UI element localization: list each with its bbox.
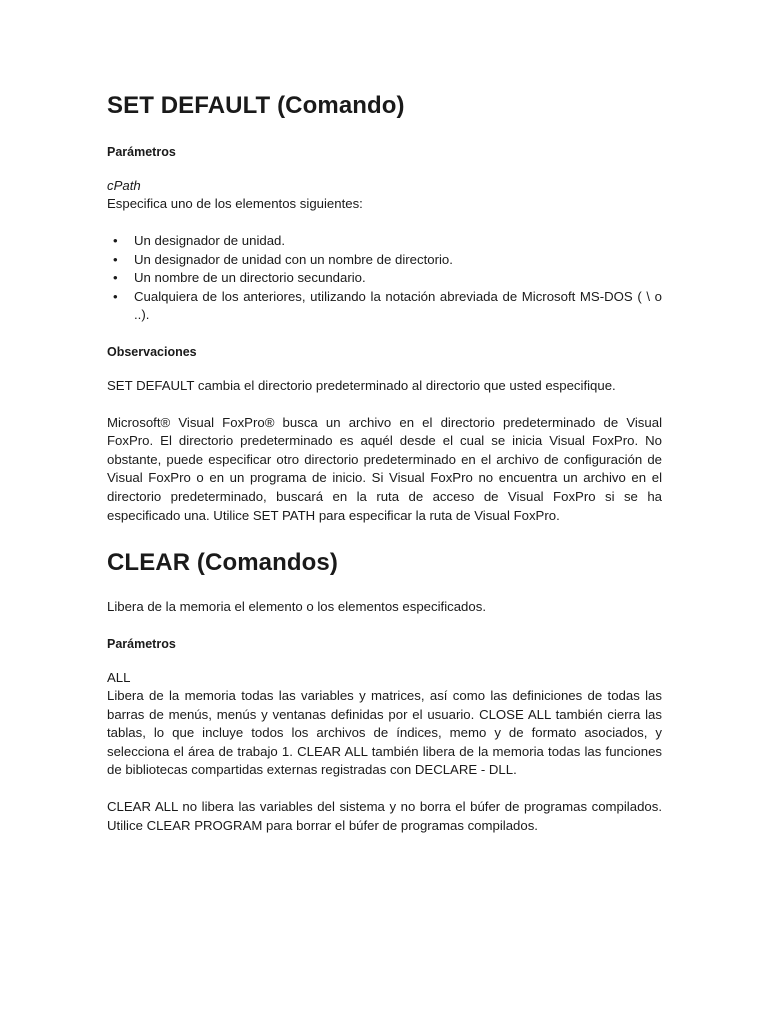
parameter-options-list (107, 232, 662, 325)
list-item: • Cualquiera de los anteriores, utilizando la notación abreviada de Microsoft MS-DOS ( \ o ..). (107, 288, 662, 325)
list-item: • Un designador de unidad. (107, 232, 662, 251)
parameter-name: cPath (107, 177, 141, 193)
observations-heading: Observaciones (107, 344, 197, 359)
note-paragraph: CLEAR ALL no libera las variables del sistema y no borra el búfer de programas compilados. Utilice CLEAR PROGRAM para borrar el búfer de programas compilados. (107, 799, 662, 833)
section-title-set-default: SET DEFAULT (Comando) (107, 92, 405, 119)
parameter-name: ALL (107, 669, 131, 685)
parameters-heading: Parámetros (107, 144, 176, 159)
observations-paragraph: SET DEFAULT cambia el directorio predeterminado al directorio que usted especifique. (107, 377, 616, 393)
section-intro: Libera de la memoria el elemento o los elementos especificados. (107, 598, 486, 614)
parameter-description: Libera de la memoria todas las variables y matrices, así como las definiciones de todas las barras de menús, menús y ventanas definidas por el usuario. CLOSE ALL también cierra las tablas, lo que incluye todos los archivos de índices, memo y de formato asociados, y selecciona el área de trabajo 1. CLEAR ALL también libera de la memoria todas las funciones de bibliotecas compartidas externas registradas con DECLARE - DLL. (107, 688, 662, 778)
parameter-description: Especifica uno de los elementos siguientes: (107, 196, 363, 212)
observations-paragraph: Microsoft® Visual FoxPro® busca un archivo en el directorio predeterminado de Visual FoxPro. El directorio predeterminado es aquél desde el cual se inicia Visual FoxPro. No obstante, puede especificar otro directorio predeterminado en el archivo de configuración de Visual FoxPro o en un programa de inicio. Si Visual FoxPro no encuentra un archivo en el directorio predeterminado, buscará en la ruta de acceso de Visual FoxPro si se ha especificado una. Utilice SET PATH para especificar la ruta de Visual FoxPro. (107, 414, 662, 523)
list-item: • Un designador de unidad con un nombre de directorio. (107, 251, 662, 270)
section-title-clear: CLEAR (Comandos) (107, 549, 338, 577)
document-page (107, 90, 662, 835)
parameters-heading: Parámetros (107, 636, 176, 651)
list-item: • Un nombre de un directorio secundario. (107, 269, 662, 288)
